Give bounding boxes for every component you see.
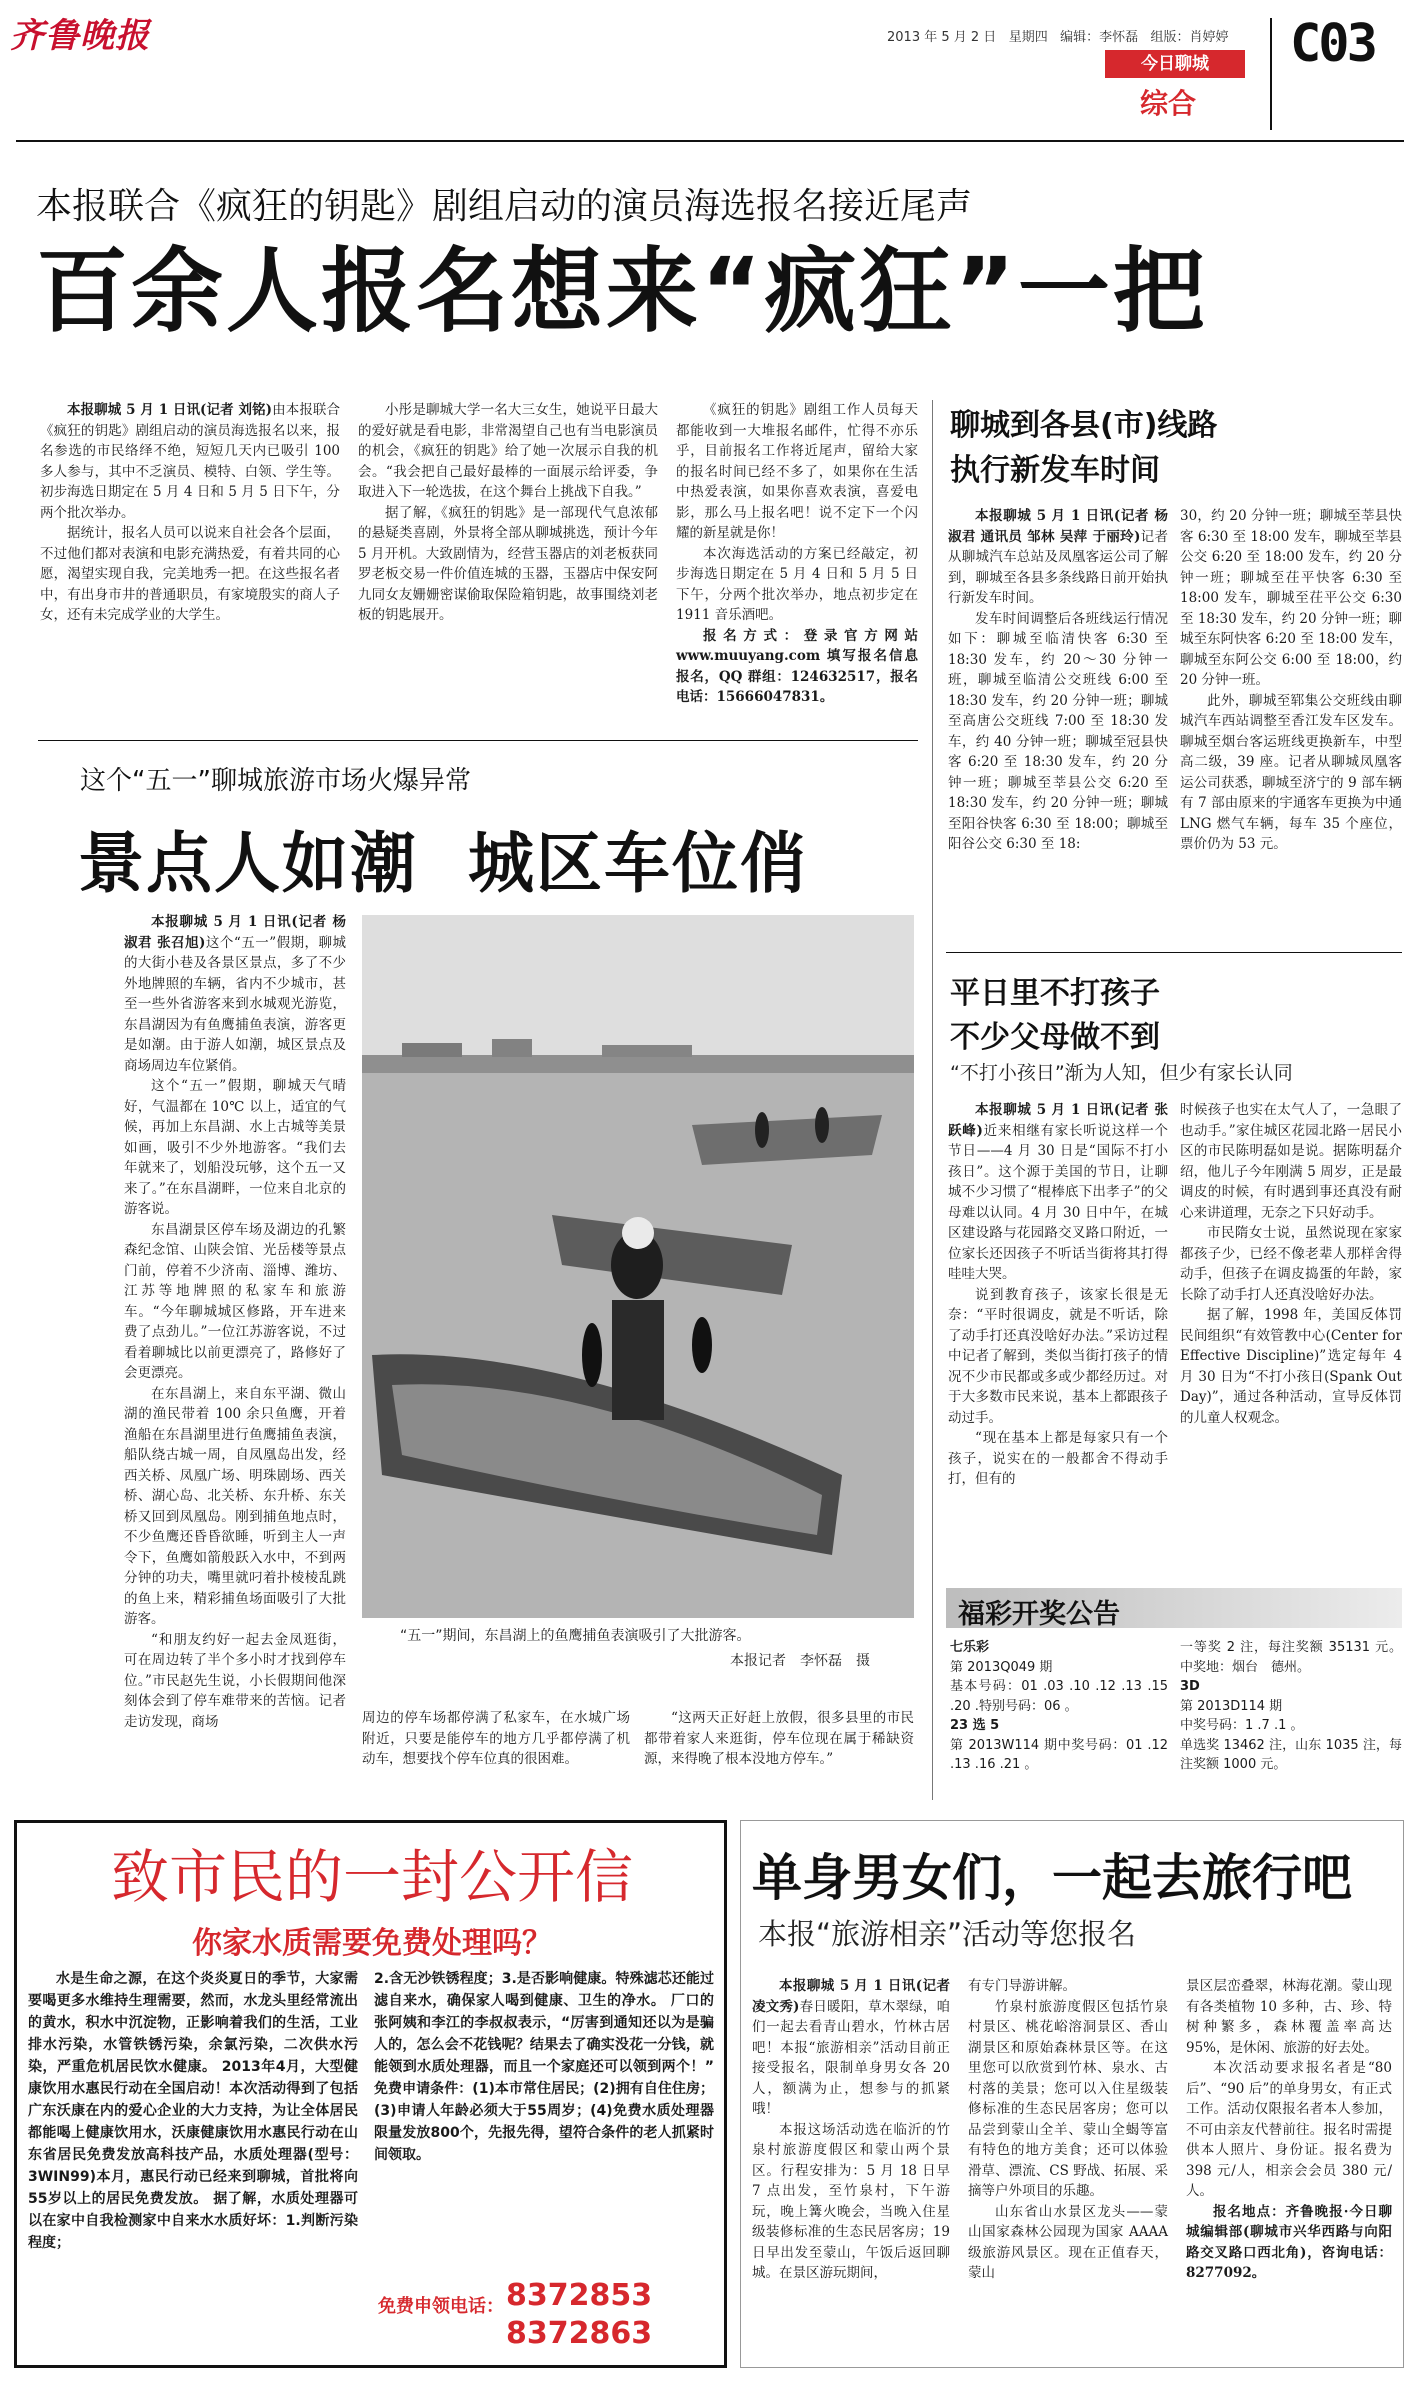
paragraph: 发车时间调整后各班线运行情况如下：聊城至临清快客 6:30 至 18:30 发车，约 20～30 分钟一班，聊城至临清公交班线 6:00 至 18:30 发车，约 20 分钟一班；聊城至高唐公交班线 7:00 至 18:30 发车，约 40 分钟一班；聊城至冠县快客 6:20 至 18:30 发车，约 20 分钟一班；聊城至莘县公交 6:20 至 18:30 发车，约 20 分钟一班；聊城至阳谷快客 6:30 至 18:00；聊城至阳谷公交 6:30 至 18: bbox=[948, 610, 1168, 852]
editor-credit: 编辑：李怀磊 bbox=[1060, 30, 1139, 45]
paragraph: 据统计，报名人员可以说来自社会各个层面，不过他们都对表演和电影充满热爱，有着共同的心愿，渴望实现自我，完美地秀一把。在这些报名者中，有出身市井的普通职员，有家境殷实的商人子女，还有未完成学业的大学生。 bbox=[40, 525, 340, 623]
story2-col1 bbox=[124, 912, 346, 1730]
paragraph: 竹泉村旅游度假区包括竹泉村景区、桃花峪溶洞景区、香山湖景区和原始森林景区等。在这里您可以欣赏到竹林、泉水、古村落的美景；您可以入住星级装修标准的生态民居客房；您可以品尝到蒙山全羊、蒙山全蝎等富有特色的地方美食；还可以体验滑草、漂流、CS 野战、拓展、采摘等户外项目的乐趣。 bbox=[968, 1998, 1168, 2199]
lottery-issue: 第 2013Q049 期 bbox=[950, 1659, 1053, 1675]
paragraph: “现在基本上都是每家只有一个孩子，说实在的一般都舍不得动手打，但有的 bbox=[948, 1430, 1168, 1487]
paragraph: 《疯狂的钥匙》剧组工作人员每天都能收到一大堆报名邮件，忙得不亦乐乎，目前报名工作将近尾声，留给大家的报名时间已经不多了，如果你在生活中热爱表演，如果你喜欢表演，喜爱电影，那么马上报名吧！说不定下一个闪耀的新星就是你！ bbox=[676, 402, 918, 541]
story4-rule bbox=[946, 952, 1402, 953]
dateline: 本报聊城 5 月 1 日讯(记者 张跃峰) bbox=[948, 1102, 1168, 1139]
photo-credit: 本报记者 李怀磊 摄 bbox=[730, 1653, 870, 1669]
story5-title: 单身男女们，一起去旅行吧 bbox=[752, 1849, 1352, 1907]
story3-title-line1: 聊城到各县(市)线路 bbox=[950, 408, 1218, 443]
photo-illustration bbox=[362, 915, 914, 1618]
paragraph: 本次海选活动的方案已经敲定，初步海选日期定在 5 月 4 日和 5 月 5 日下午，分两个批次举办，地点初步定在 1911 音乐酒吧。 bbox=[676, 545, 918, 623]
paragraph: 山东省山水景区龙头——蒙山国家森林公园现为国家 AAAA 级旅游风景区。现在正值春天，蒙山 bbox=[968, 2203, 1168, 2281]
story3-col2 bbox=[1180, 506, 1402, 942]
story5-subtitle: 本报“旅游相亲”活动等您报名 bbox=[758, 1917, 1137, 1951]
ad-col2 bbox=[374, 1968, 714, 2204]
lottery-prize: 单选奖 13462 注，山东 1035 注，每注奖额 1000 元。 bbox=[1180, 1737, 1402, 1772]
paragraph: 本次活动要求报名者是“80 后”、“90 后”的单身男女，有正式工作。活动仅限报名者本人参加，不可由亲友代替前往。报名时需提供本人照片、身份证。报名费为 398 元/人，相亲会会员 380 元/人。 bbox=[1186, 2060, 1392, 2199]
paragraph: 这个“五一”假期，聊城天气晴好，气温都在 10℃ 以上，适宜的气候，再加上东昌湖、水上古城等美景如画，吸引不少外地游客。“我们去年就来了，划船没玩够，这个五一又来了。”在东昌湖畔，一位来自北京的游客说。 bbox=[124, 1078, 346, 1217]
story5-col2 bbox=[968, 1976, 1168, 2362]
masthead-logo: 齐鲁晚报 bbox=[10, 16, 150, 56]
story4-title-line1: 平日里不打孩子 bbox=[950, 976, 1160, 1011]
lottery-numbers: 第 2013W114 期中奖号码：01 .12 .13 .16 .21 。 bbox=[950, 1737, 1168, 1772]
section-sub: 综合 bbox=[1140, 87, 1197, 120]
lottery-right bbox=[1180, 1638, 1402, 1778]
masthead-divider bbox=[1270, 18, 1272, 130]
ad-phone-1[interactable]: 8372853 bbox=[506, 2278, 653, 2313]
lottery-numbers: 中奖号码：1 .7 .1 。 bbox=[1180, 1718, 1304, 1733]
story1-col2 bbox=[358, 400, 658, 720]
paragraph: 小彤是聊城大学一名大三女生，她说平日最大的爱好就是看电影，非常渴望自己也有当电影演员的机会，《疯狂的钥匙》给了她一次展示自我的机会。“我会把自己最好最棒的一面展示给评委，争取进入下一轮选拔，在这个舞台上挑战下自我。” bbox=[358, 402, 658, 500]
photo-caption: “五一”期间，东昌湖上的鱼鹰捕鱼表演吸引了大批游客。 bbox=[400, 1628, 751, 1644]
story2-rule bbox=[38, 740, 918, 741]
story1-kicker: 本报联合《疯狂的钥匙》剧组启动的演员海选报名接近尾声 bbox=[36, 186, 973, 227]
dateline: 本报聊城 5 月 1 日讯(记者 杨淑君 张召旭) bbox=[124, 914, 346, 951]
paragraph: 据了解，《疯狂的钥匙》是一部现代气息浓郁的悬疑类喜剧，外景将全部从聊城挑选，预计今年 5 月开机。大致剧情为，经营玉器店的刘老板获同罗老板交易一件价值连城的玉器，玉器店中保安阿九同女友姗姗密谋偷取保险箱钥匙，故事围绕刘老板的钥匙展开。 bbox=[358, 504, 658, 623]
story4-title-line2: 不少父母做不到 bbox=[950, 1020, 1160, 1055]
lottery-game: 23 选 5 bbox=[950, 1718, 1000, 1733]
paragraph: 30，约 20 分钟一班；聊城至莘县快客 6:30 至 18:00 发车，聊城至莘县公交 6:20 至 18:00 发车，约 20 分钟一班；聊城至茌平快客 6:30 至 18:00 发车，聊城至茌平公交 6:30 至 18:30 发车，约 20 分钟一班；聊城至东阿快客 6:20 至 18:00 发车，聊城至东阿公交 6:00 至 18:00，约 20 分钟一班。 bbox=[1180, 508, 1402, 688]
story5-col1 bbox=[752, 1976, 950, 2362]
paragraph: “这两天正好赶上放假，很多县里的市民都带着家人来逛街，停车位现在属于稀缺资源，来得晚了根本没地方停车。” bbox=[644, 1710, 914, 1767]
paragraph: 近来相继有家长听说这样一个节日——4 月 30 日是“国际不打小孩日”。这个源于美国的节日，让聊城不少习惯了“棍棒底下出孝子”的父母难以认同。4 月 30 日中午，在城区建设路与花园路交叉路口附近，一位家长还因孩子不听话当街将其打得哇哇大哭。 bbox=[948, 1122, 1169, 1282]
story4-col2 bbox=[1180, 1100, 1402, 1580]
issue-weekday: 星期四 bbox=[1008, 30, 1048, 45]
paragraph: 据了解，1998 年，美国反体罚民间组织“有效管教中心(Center for Effective Discipline)”选定每年 4 月 30 日为“不打小孩日(Spank Out Day)”，通过各种活动，宣导反体罚的儿童人权观念。 bbox=[1180, 1307, 1402, 1426]
contact-info: 报名方式：登录官方网站 www.muuyang.com 填写报名信息报名，QQ 群组：124632517，报名电话：15666047831。 bbox=[676, 627, 918, 705]
paragraph: 记者从聊城汽车总站及凤凰客运公司了解到，聊城至各县多条线路日前开始执行新发车时间。 bbox=[948, 528, 1169, 606]
story2-below-photo-b bbox=[644, 1708, 914, 1790]
story1-col1 bbox=[40, 400, 340, 720]
news-photo-cormorant-fishing bbox=[362, 915, 914, 1618]
paragraph: 周边的停车场都停满了私家车，在水城广场附近，只要是能停车的地方几乎都停满了机动车，想要找个停车位真的很困难。 bbox=[362, 1710, 630, 1767]
issue-date: 2013 年 5 月 2 日 bbox=[887, 30, 997, 45]
lottery-prize: 一等奖 2 注，每注奖额 35131 元。中奖地：烟台 德州。 bbox=[1180, 1640, 1402, 1675]
masthead-info bbox=[887, 26, 1229, 45]
paragraph: 2.含无沙铁锈程度；3.是否影响健康。特殊滤芯还能过滤自来水，确保家人喝到健康、卫生的净水。 厂口的张阿姨和李江的李叔叔表示，“厉害到通知还以为是骗人的，怎么会不花钱呢？结果去了确实没花一分钱，就能领到水质处理器，而且一个家庭还可以领到两个！” 免费申请条件：(1)本市常住居民；(2)拥有自住住房；(3)申请人年龄必须大于55周岁；(4)免费水质处理器限量发放800个，先报先得，望符合条件的老人抓紧时间领取。 bbox=[374, 1971, 714, 2163]
paragraph: 报名地点：齐鲁晚报·今日聊城编辑部(聊城市兴华西路与向阳路交叉路口西北角)，咨询电话：8277092。 bbox=[1186, 2203, 1392, 2281]
story4-subtitle: “不打小孩日”渐为人知，但少有家长认同 bbox=[950, 1062, 1293, 1084]
ad-title: 致市民的一封公开信 bbox=[110, 1843, 633, 1911]
paragraph: 在东昌湖上，来自东平湖、微山湖的渔民带着 100 余只鱼鹰，开着渔船在东昌湖里进行鱼鹰捕鱼表演，船队绕古城一周，自凤凰岛出发，经西关桥、凤凰广场、明珠剧场、西关桥、湖心岛、北关桥、东升桥、东关桥又回到凤凰岛。刚到捕鱼地点时，不少鱼鹰还昏昏欲睡，听到主人一声令下，鱼鹰如箭般跃入水中，不到两分钟的功夫，嘴里就叼着扑棱棱乱跳的鱼上来，精彩捕鱼场面吸引了大批游客。 bbox=[124, 1385, 346, 1627]
paragraph: 这个“五一”假期，聊城的大街小巷及各景区景点，多了不少外地牌照的车辆，省内不少城市，甚至一些外省游客来到水城观光游览，东昌湖因为有鱼鹰捕鱼表演，游客更是如潮。由于游人如潮，城区景点及商场周边车位紧俏。 bbox=[124, 934, 346, 1074]
paragraph: 市民隋女士说，虽然说现在家家都孩子少，已经不像老辈人那样舍得动手，但孩子在调皮捣蛋的年龄，家长除了动手打人还真没啥好办法。 bbox=[1180, 1225, 1402, 1303]
column-rule bbox=[932, 400, 933, 1800]
ad-col1 bbox=[28, 1968, 358, 2362]
paragraph: 本报这场活动选在临沂的竹泉村旅游度假区和蒙山两个景区。行程安排为：5 月 18 日早 7 点出发，至竹泉村，下午游玩，晚上篝火晚会，当晚入住星级装修标准的生态民居客房；19 日早出发至蒙山，午饭后返回聊城。在景区游玩期间， bbox=[752, 2121, 950, 2281]
paragraph: 说到教育孩子，该家长很是无奈：“平时很调皮，就是不听话，除了动手打还真没啥好办法。”采访过程中记者了解到，类似当街打孩子的情况不少市民都或多或少都经历过。对于大多数市民来说，基本上都跟孩子动过手。 bbox=[948, 1286, 1168, 1426]
paragraph: 此外，聊城至郓集公交班线由聊城汽车西站调整至香江发车区发车。聊城至烟台客运班线更换新车，中型高二级，39 座。记者从聊城凤凰客运公司获悉，聊城至济宁的 9 部车辆有 7 部由原来的宇通客车更换为中通 LNG 燃气车辆，每车 35 个座位，票价仍为 53 元。 bbox=[1180, 692, 1402, 852]
designer-credit: 组版：肖婷婷 bbox=[1150, 30, 1229, 45]
lottery-numbers: 基本号码：01 .03 .10 .12 .13 .15 .20 .特别号码：06 。 bbox=[950, 1679, 1168, 1714]
lottery-left bbox=[950, 1638, 1168, 1778]
ad-phone-label: 免费申领电话： bbox=[378, 2296, 504, 2317]
section-badge: 今日聊城 bbox=[1105, 50, 1245, 78]
story1-title: 百余人报名想来“疯狂”一把 bbox=[36, 238, 1208, 345]
story3-col1 bbox=[948, 506, 1168, 942]
dateline: 本报聊城 5 月 1 日讯(记者 刘铭) bbox=[67, 402, 273, 418]
paragraph: 由本报联合《疯狂的钥匙》剧组启动的演员海选报名以来，报名参选的市民络绎不绝，短短几天内已吸引 100 多人参与，其中不乏演员、模特、白领、学生等。初步海选日期定在 5 月 4 日和 5 月 5 日下午，分两个批次举办。 bbox=[40, 402, 341, 521]
story2-kicker: 这个“五一”聊城旅游市场火爆异常 bbox=[80, 766, 471, 796]
page-number: C03 bbox=[1290, 14, 1375, 74]
lottery-issue: 第 2013D114 期 bbox=[1180, 1698, 1283, 1714]
story5-col3 bbox=[1186, 1976, 1392, 2362]
top-rule bbox=[16, 140, 1404, 142]
dateline: 本报聊城 5 月 1 日讯(记者 凌文秀) bbox=[752, 1978, 950, 2015]
ad-subtitle: 你家水质需要免费处理吗？ bbox=[192, 1926, 552, 1961]
paragraph: 有专门导游讲解。 bbox=[968, 1978, 1076, 1994]
dateline: 本报聊城 5 月 1 日讯(记者 杨淑君 通讯员 邹林 吴萍 于丽玲) bbox=[948, 508, 1168, 545]
paragraph: 东昌湖景区停车场及湖边的孔繁森纪念馆、山陕会馆、光岳楼等景点门前，停着不少济南、淄博、潍坊、江苏等地牌照的私家车和旅游车。“今年聊城城区修路，开车进来费了点劲儿。”一位江苏游客说，不过看着聊城比以前更漂亮了，路修好了会更漂亮。 bbox=[124, 1221, 346, 1381]
story1-col3 bbox=[676, 400, 918, 720]
lottery-game: 3D bbox=[1180, 1679, 1200, 1694]
ad-phone-2[interactable]: 8372863 bbox=[506, 2316, 653, 2351]
story3-title-line2: 执行新发车时间 bbox=[950, 453, 1160, 488]
paragraph: “和朋友约好一起去金凤逛街，可在周边转了半个多小时才找到停车位。”市民赵先生说，小长假期间他深刻体会到了停车难带来的苦恼。记者走访发现，商场 bbox=[124, 1631, 346, 1730]
story2-title: 景点人如潮 城区车位俏 bbox=[78, 825, 808, 902]
paragraph: 春日暖阳，草木翠绿，咱们一起去看青山碧水，竹林古居吧！本报“旅游相亲”活动目前正接受报名，限制单身男女各 20 人，额满为止，想参与的抓紧哦！ bbox=[752, 1998, 951, 2117]
paragraph: 时候孩子也实在太气人了，一急眼了也动手。”家住城区花园北路一居民小区的市民陈明磊如是说。据陈明磊介绍，他儿子今年刚满 5 周岁，正是最调皮的时候，有时遇到事还真没有耐心来讲道理，无奈之下只好动手。 bbox=[1180, 1102, 1402, 1221]
paragraph: 景区层峦叠翠，林海花潮。蒙山现有各类植物 10 多种，古、珍、特树种繁多，森林覆盖率高达 95%，是休闲、旅游的好去处。 bbox=[1186, 1978, 1392, 2056]
story4-col1 bbox=[948, 1100, 1168, 1580]
paragraph: 水是生命之源，在这个炎炎夏日的季节，大家需要喝更多水维持生理需要，然而，水龙头里经常流出的黄水，积水中沉淀物，正影响着我们的生活，工业排水污染，水管铁锈污染，余氯污染，二次供水污染，严重危机居民饮水健康。 2013年4月，大型健康饮用水惠民行动在全国启动！本次活动得到了包括广东沃康在内的爱心企业的大力支持，为让全体居民都能喝上健康饮用水，沃康健康饮用水惠民行动在山东省居民免费发放高科技产品，水质处理器(型号：3WIN99)本月，惠民行动已经来到聊城，首批将向55岁以上的居民免费发放。 据了解，水质处理器可以在家中自我检测家中自来水水质好坏：1.判断污染程度； bbox=[28, 1971, 358, 2251]
lottery-title: 福彩开奖公告 bbox=[958, 1599, 1120, 1630]
lottery-game: 七乐彩 bbox=[950, 1640, 990, 1655]
story2-below-photo-a bbox=[362, 1708, 630, 1790]
